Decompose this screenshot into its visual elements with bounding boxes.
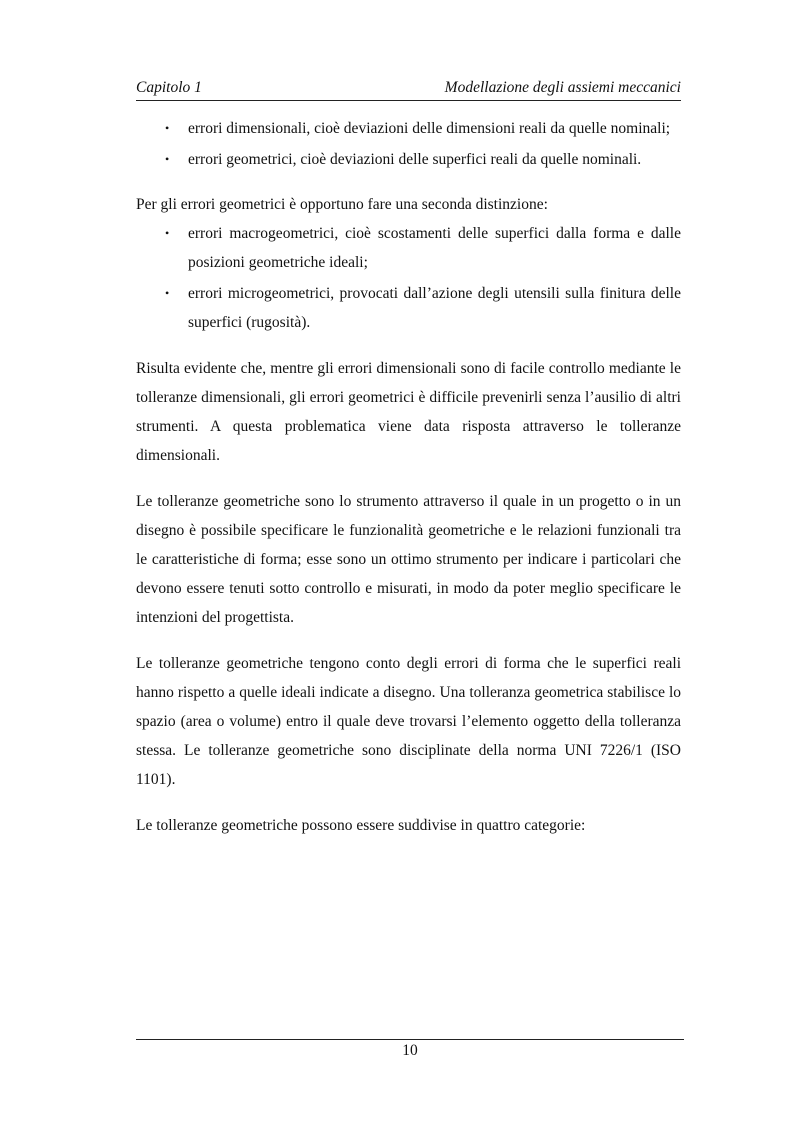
list-item-text: errori dimensionali, cioè deviazioni delle dimensioni reali da quelle nominali;	[188, 120, 671, 137]
page-number: 10	[402, 1042, 418, 1059]
error-types-list	[136, 114, 681, 174]
bullet-icon: •	[165, 286, 170, 300]
bullet-icon: •	[165, 121, 170, 135]
section-title: Modellazione degli assiemi meccanici	[444, 79, 681, 96]
list-item	[136, 219, 681, 277]
paragraph-intro: Per gli errori geometrici è opportuno fare una seconda distinzione:	[136, 196, 548, 213]
page-content	[136, 114, 681, 840]
list-item	[136, 114, 681, 143]
paragraph: Le tolleranze geometriche tengono conto degli errori di forma che le superfici reali hanno rispetto a quelle ideali indicate a disegno. Una tolleranza geometrica stabilisce lo spazio (area o volume) entro il quale deve trovarsi l’elemento oggetto della tolleranza stessa. Le tolleranze geometriche sono disciplinate della norma UNI 7226/1 (ISO 1101).	[136, 655, 681, 788]
chapter-label: Capitolo 1	[136, 79, 202, 96]
paragraph: Le tolleranze geometriche sono lo strumento attraverso il quale in un progetto o in un disegno è possibile specificare le funzionalità geometriche e le relazioni funzionali tra le caratteristiche di forma; esse sono un ottimo strumento per indicare i particolari che devono essere tenuti sotto controllo e misurati, in modo da poter meglio specificare le intenzioni del progettista.	[136, 493, 681, 626]
list-item-text: errori microgeometrici, provocati dall’azione degli utensili sulla finitura delle superfici (rugosità).	[188, 285, 681, 331]
list-item	[136, 279, 681, 337]
geometric-errors-list	[136, 219, 681, 337]
page-header	[136, 78, 681, 101]
document-page	[136, 78, 681, 840]
bullet-icon: •	[165, 152, 170, 166]
list-item-text: errori macrogeometrici, cioè scostamenti delle superfici dalla forma e dalle posizioni geometriche ideali;	[188, 225, 681, 271]
bullet-icon: •	[165, 226, 170, 240]
list-item-text: errori geometrici, cioè deviazioni delle superfici reali da quelle nominali.	[188, 151, 642, 168]
paragraph: Risulta evidente che, mentre gli errori dimensionali sono di facile controllo mediante le tolleranze dimensionali, gli errori geometrici è difficile prevenirli senza l’ausilio di altri strumenti. A questa problematica viene data risposta attraverso le tolleranze dimensionali.	[136, 360, 681, 464]
paragraph: Le tolleranze geometriche possono essere suddivise in quattro categorie:	[136, 817, 586, 834]
list-item	[136, 145, 681, 174]
page-footer	[136, 1039, 684, 1060]
